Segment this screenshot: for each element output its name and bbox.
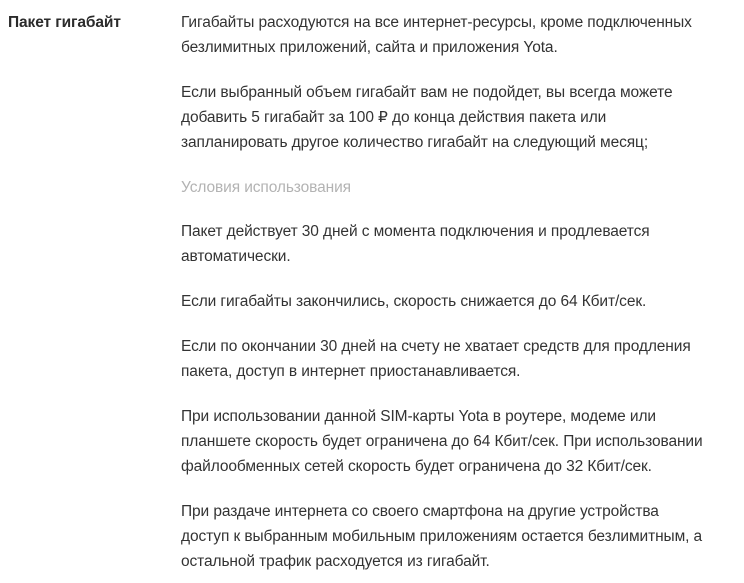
paragraph-gigabytes-usage: Гигабайты расходуются на все интернет-ресурсы, кроме подключенных безлимитных приложений, сайта и приложения Yota. <box>181 14 692 56</box>
paragraph-insufficient-funds: Если по окончании 30 дней на счету не хватает средств для продления пакета, доступ в интернет приостанавливается. <box>181 338 691 380</box>
paragraph-package-duration: Пакет действует 30 дней с момента подключения и продлевается автоматически. <box>181 223 650 265</box>
row-label: Пакет гигабайт <box>8 14 121 31</box>
paragraph-add-gigabytes: Если выбранный объем гигабайт вам не подойдет, вы всегда можете добавить 5 гигабайт за 100 ₽ до конца действия пакета или запланировать другое количество гигабайт на следующий месяц; <box>181 84 673 151</box>
paragraph-speed-after-limit: Если гигабайты закончились, скорость снижается до 64 Кбит/сек. <box>181 293 647 310</box>
paragraph-router-modem-speed-limit: При использовании данной SIM-карты Yota в роутере, модеме или планшете скорость будет ограничена до 64 Кбит/сек. При использовании файлообменных сетей скорость будет ограничена до 32 Кбит/сек. <box>181 408 703 475</box>
row-content-column <box>181 10 708 574</box>
subheading-terms-of-use: Условия использования <box>181 179 351 196</box>
paragraph-tethering: При раздаче интернета со своего смартфона на другие устройства доступ к выбранным мобильным приложениям остается безлимитным, а остальной трафик расходуется из гигабайт. <box>181 503 703 570</box>
row-label-column <box>8 10 181 35</box>
